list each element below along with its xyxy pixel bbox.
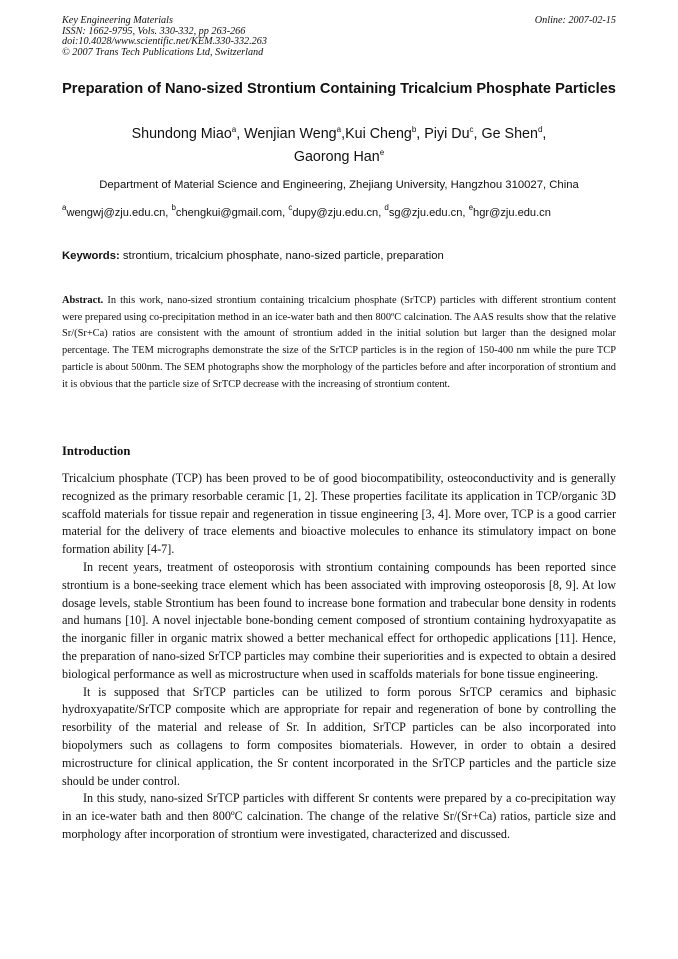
email: $^a$wengwj@zju.edu.cn, — [62, 203, 172, 219]
author-list — [62, 123, 616, 169]
online-date: Online: 2007-02-15 — [534, 15, 616, 26]
introduction-heading: Introduction — [62, 444, 131, 458]
keywords — [62, 249, 616, 263]
email: $^d$sg@zju.edu.cn, — [384, 203, 469, 219]
email-list — [62, 203, 622, 220]
journal-name: Key Engineering Materials — [62, 15, 173, 26]
author: Ge Shen$^d$, — [481, 125, 547, 142]
doi-line: doi:10.4028/www.scientific.net/KEM.330-332.263 — [62, 36, 267, 48]
author: Wenjian Weng$^a$, — [244, 125, 346, 142]
journal-header — [62, 16, 616, 58]
paragraph: It is supposed that SrTCP particles can be utilized to form porous SrTCP ceramics and biphasic hydroxyapatite/SrTCP composite which are appropriate for repair and regeneration of bone by controlling the resorbility of the material and release of Sr. In addition, SrTCP particles can be also incorporated into biopolymers such as collagens to form composites biomaterials. However, in order to obtain a desired microstructure for clinical application, the Sr content incorporated in the SrTCP particles and the particle size should be under control. — [62, 684, 616, 788]
author: Shundong Miao$^a$, — [131, 125, 245, 142]
email: $^b$chengkui@gmail.com, — [171, 203, 289, 219]
paragraph: Tricalcium phosphate (TCP) has been proved to be of good biocompatibility, osteoconductivity and is generally recognized as the primary resorbable ceramic [1, 2]. These properties facilitate its application in TCP/organic 3D scaffold materials for tissue repair and regeneration in tissue engineering [3, 4]. More over, TCP is a good carrier material for the delivery of trace elements and bioactive molecules to enhance its stimulatory impact on bone formation ability [4-7]. — [62, 471, 616, 557]
copyright-line: © 2007 Trans Tech Publications Ltd, Switzerland — [62, 46, 264, 58]
abstract-label: Abstract. — [62, 295, 104, 306]
affiliation: Department of Material Science and Engineering, Zhejiang University, Hangzhou 310027, China — [99, 179, 579, 191]
author: Piyi Du$^c$, — [424, 125, 482, 142]
paragraph: In this study, nano-sized SrTCP particles with different Sr contents were prepared by a co-precipitation way in an ice-water bath and then 800ºC calcination. The change of the relative Sr/(Sr+Ca) ratios, particle size and morphology after incorporation of strontium were investigated, characterized and discussed. — [62, 791, 616, 841]
abstract — [62, 293, 616, 393]
paper-title: Preparation of Nano-sized Strontium Containing Tricalcium Phosphate Particles — [62, 81, 616, 97]
paragraph: In recent years, treatment of osteoporosis with strontium containing compounds has been reported since strontium is a bone-seeking trace element which has been associated with improving osteoporosis [8, 9]. At low dosage levels, stable Strontium has been found to increase bone formation and trabecular bone density in rodents and humans [10]. A novel injectable bone-bonding cement composed of strontium containing hydroxyapatite as the inorganic filler in organic matrix showed a better mechanical effect for orthopedic applications [11]. Hence, the preparation of nano-sized SrTCP particles may combine their superiorities and is expected to obtain a desired biological performance as well as microstructure when used in scaffolds materials for bone tissue engineering. — [62, 559, 616, 681]
email: $^e$hgr@zju.edu.cn — [468, 203, 551, 219]
keywords-label: Keywords: — [62, 250, 120, 262]
author: Kui Cheng$^b$, — [345, 125, 425, 142]
issn-line: ISSN: 1662-9795, Vols. 330-332, pp 263-266 — [62, 25, 246, 37]
abstract-text: In this work, nano-sized strontium containing tricalcium phosphate (SrTCP) particles with different strontium content were prepared using co-precipitation method in an ice-water bath and then 800ºC calcination. The AAS results show that the relative Sr/(Sr+Ca) ratios are consistent with the amount of strontium added in the initial solution but larger than the designed molar percentage. The TEM micrographs demonstrate the size of the SrTCP particles is in the region of 150-400 nm while the pure TCP particle is about 500nm. The SEM photographs show the morphology of the particles before and after incorporation of strontium and it is obvious that the particle size of SrTCP decrease with the increasing of strontium content. — [62, 295, 616, 390]
email: $^c$dupy@zju.edu.cn, — [288, 203, 385, 219]
introduction-body — [62, 470, 616, 844]
author: Gaorong Han$^e$ — [293, 148, 385, 165]
keywords-text: strontium, tricalcium phosphate, nano-sized particle, preparation — [122, 250, 444, 262]
